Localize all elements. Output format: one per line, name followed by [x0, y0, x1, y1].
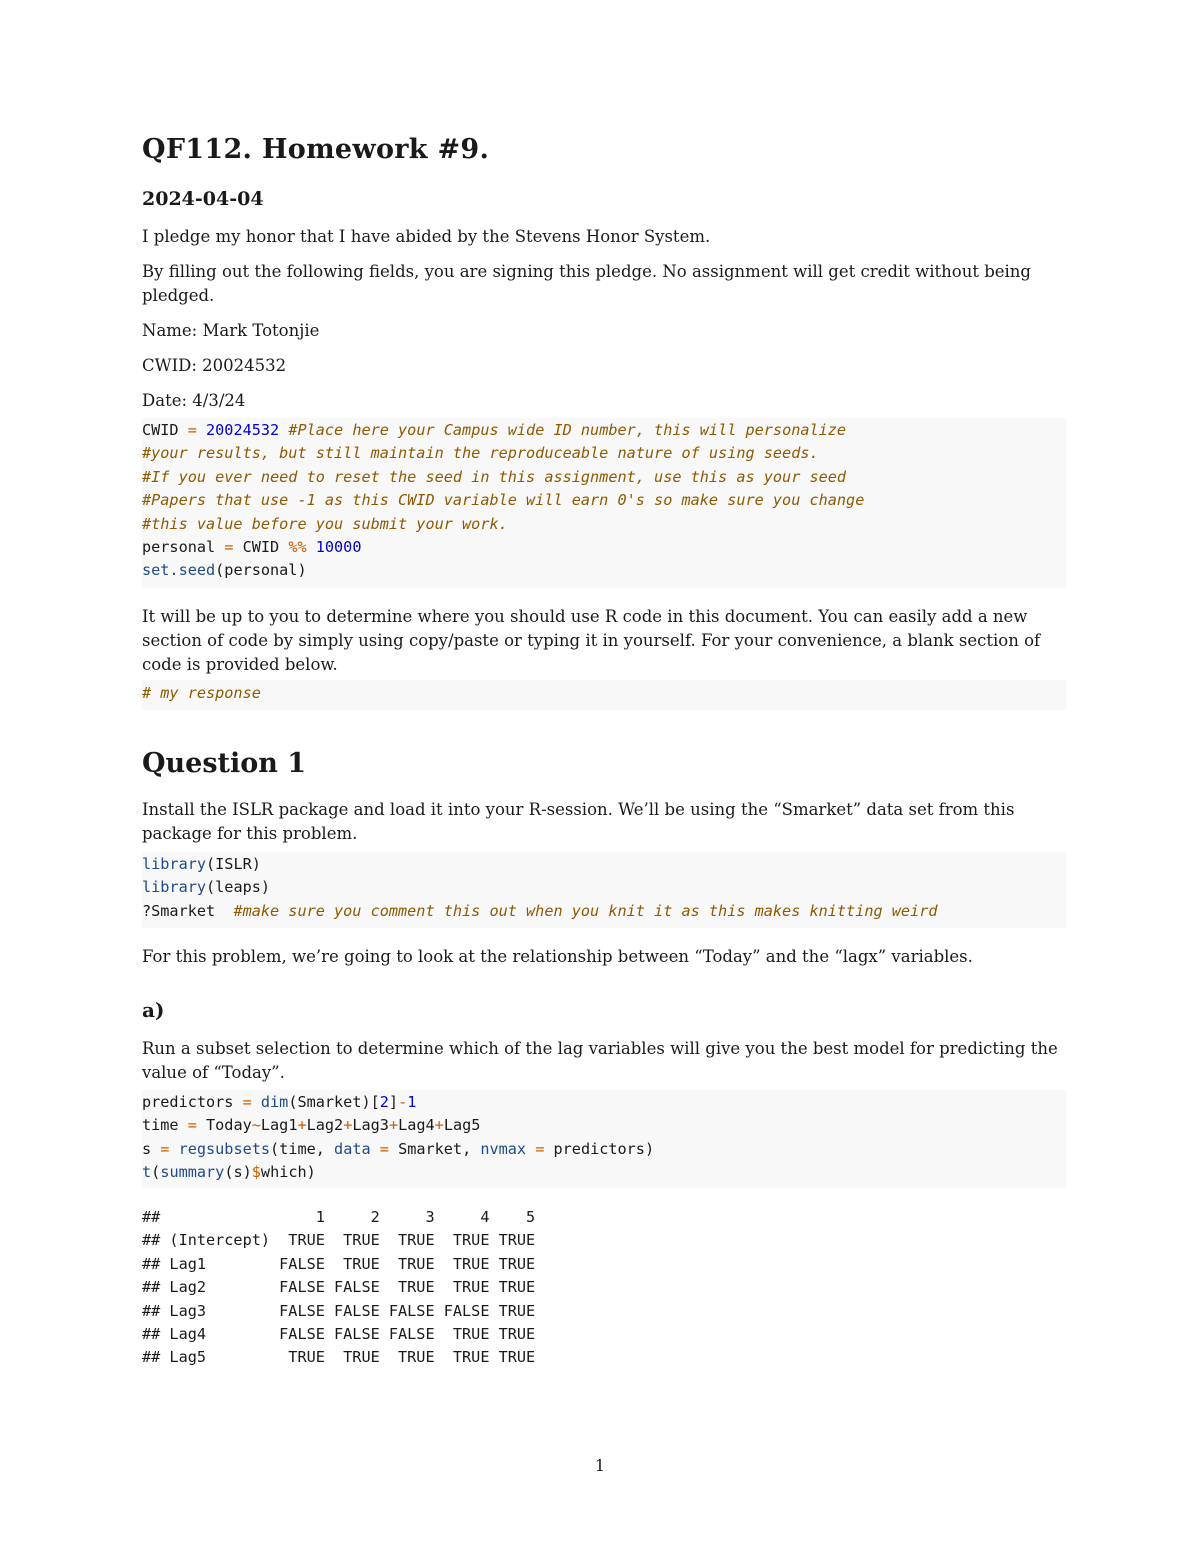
relationship-text: For this problem, we’re going to look at the relationship between “Today” and the “lagx” variables. — [142, 947, 973, 966]
output-row: ## Lag2 FALSE FALSE TRUE TRUE TRUE — [142, 1278, 536, 1297]
pledge-notice: By filling out the following fields, you are signing this pledge. No assignment will get credit without being pledged. — [142, 262, 1031, 305]
code-line: library(leaps) — [142, 878, 271, 897]
code-line: set.seed(personal) — [142, 561, 307, 580]
output-row: ## Lag3 FALSE FALSE FALSE FALSE TRUE — [142, 1301, 536, 1320]
output-row: ## 1 2 3 4 5 — [142, 1208, 536, 1226]
code-line: time = Today~Lag1+Lag2+Lag3+Lag4+Lag5 — [142, 1116, 481, 1135]
date-field: Date: 4/3/24 — [142, 391, 246, 410]
pledge-statement: I pledge my honor that I have abided by the Stevens Honor System. — [142, 227, 711, 246]
part-a-text: Run a subset selection to determine which of the lag variables will give you the best model for predicting the value of “Today”. — [142, 1039, 1058, 1082]
output-row: ## Lag1 FALSE TRUE TRUE TRUE TRUE — [142, 1254, 536, 1273]
cwid-field: CWID: 20024532 — [142, 356, 287, 375]
code-line: library(ISLR) — [142, 855, 261, 873]
code-line: # my response — [142, 684, 261, 702]
code-block-response — [142, 680, 1066, 710]
code-output — [142, 1206, 1066, 1370]
code-block-setup — [142, 418, 1066, 588]
document-title: QF112. Homework #9. — [142, 134, 490, 165]
code-block-regsubsets — [142, 1090, 1066, 1188]
code-line: predictors = dim(Smarket)[2]-1 — [142, 1093, 417, 1111]
code-line: personal = CWID %% 10000 — [142, 537, 362, 556]
code-line: #Papers that use -1 as this CWID variable will earn 0's so make sure you change — [142, 491, 865, 510]
code-line: #If you ever need to reset the seed in this assignment, use this as your seed — [142, 467, 847, 486]
code-line: s = regsubsets(time, data = Smarket, nvmax = predictors) — [142, 1139, 655, 1158]
part-a-heading: a) — [142, 998, 165, 1022]
output-row: ## Lag4 FALSE FALSE FALSE TRUE TRUE — [142, 1324, 536, 1343]
code-line: #your results, but still maintain the reproduceable nature of using seeds. — [142, 444, 819, 463]
page-number: 1 — [594, 1456, 606, 1475]
document-date: 2024-04-04 — [142, 188, 264, 210]
code-line: t(summary(s)$which) — [142, 1163, 316, 1182]
code-line: ?Smarket #make sure you comment this out when you knit it as this makes knitting weird — [142, 901, 938, 920]
output-row: ## Lag5 TRUE TRUE TRUE TRUE TRUE — [142, 1348, 536, 1367]
code-line: CWID = 20024532 #Place here your Campus wide ID number, this will personalize — [142, 421, 847, 439]
output-row: ## (Intercept) TRUE TRUE TRUE TRUE TRUE — [142, 1231, 536, 1250]
code-block-libraries — [142, 852, 1066, 928]
question-1-text: Install the ISLR package and load it into your R-session. We’ll be using the “Smarket” data set from this package for this problem. — [142, 800, 1015, 843]
code-line: #this value before you submit your work. — [142, 514, 508, 533]
question-1-heading: Question 1 — [142, 748, 307, 779]
intro-paragraph: It will be up to you to determine where you should use R code in this document. You can easily add a new section of code by simply using copy/paste or typing it in yourself. For your convenience, a blank section of code is provided below. — [142, 607, 1041, 674]
name-field: Name: Mark Totonjie — [142, 321, 320, 340]
